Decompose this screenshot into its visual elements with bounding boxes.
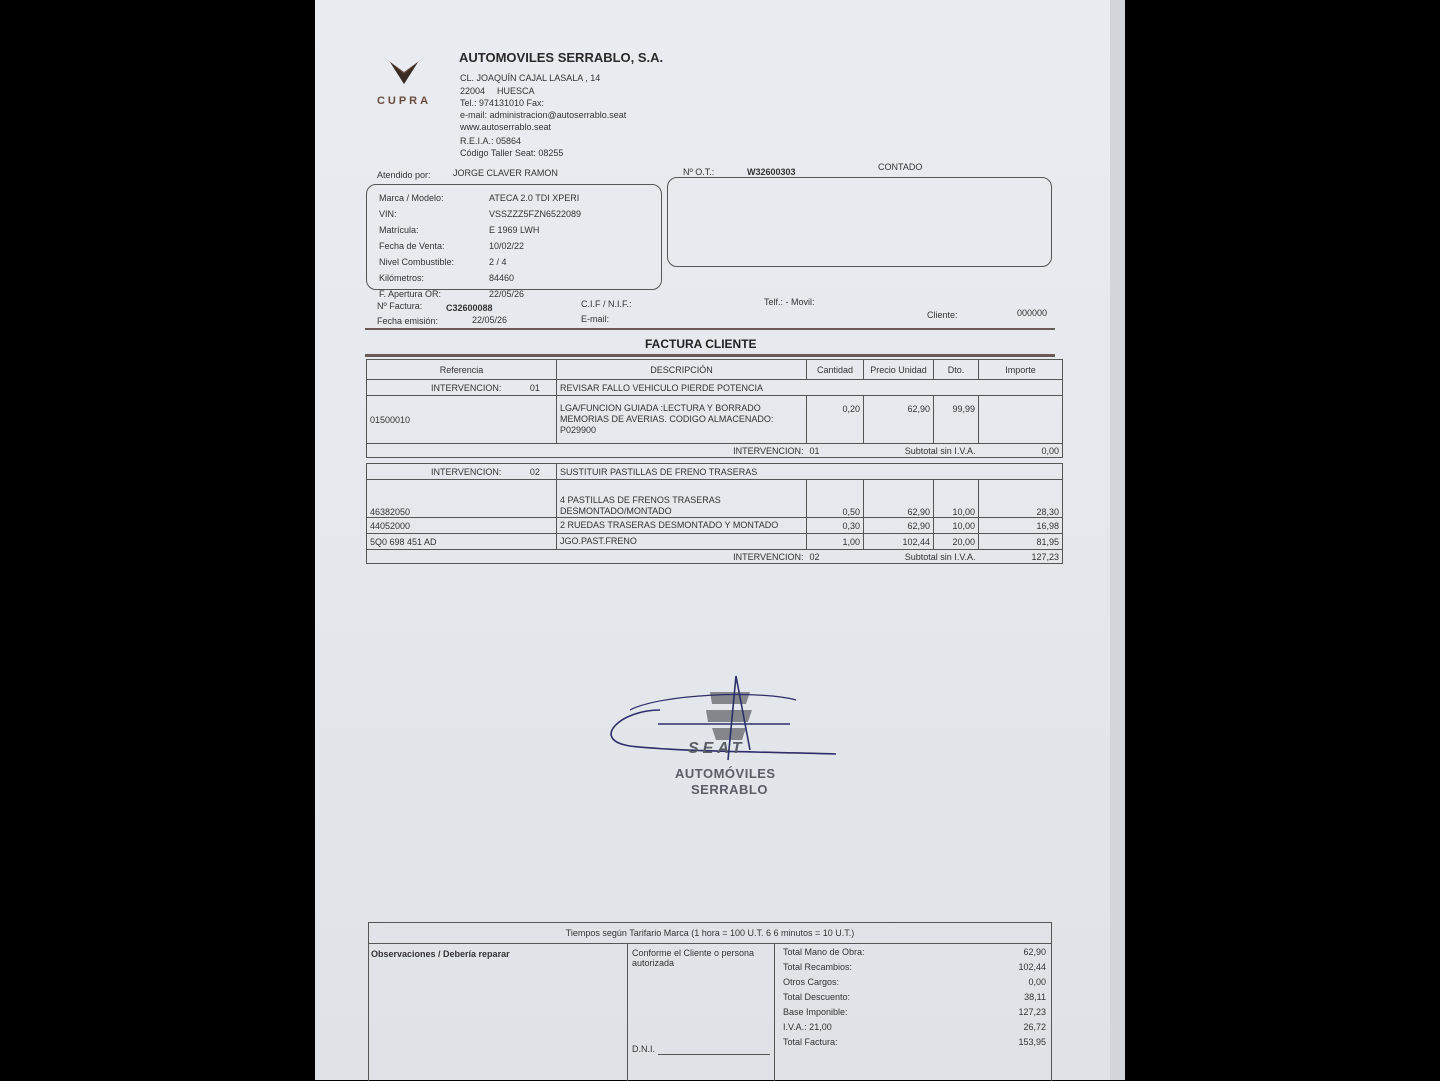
total-label: I.V.A.: 21,00	[783, 1021, 832, 1032]
vehicle-value: 10/02/22	[489, 241, 525, 251]
intervention-1-header	[367, 380, 1063, 396]
dni-line	[658, 1054, 770, 1055]
vehicle-label: Fecha de Venta:	[379, 241, 445, 251]
phone-label: Telf.: - Movil:	[764, 297, 815, 307]
title-rule	[365, 354, 1055, 357]
attended-label: Atendido por:	[377, 170, 431, 180]
line-qty: 0,30	[807, 518, 864, 534]
vehicle-label: VIN:	[379, 209, 397, 219]
total-row	[781, 944, 1047, 959]
header-descripcion: DESCRIPCIÓN	[557, 360, 807, 380]
line-desc: 2 RUEDAS TRASERAS DESMONTADO Y MONTADO	[557, 518, 807, 534]
observaciones-label: Observaciones / Debería reparar	[371, 949, 510, 959]
paper-edge	[1110, 0, 1125, 1080]
payment-type: CONTADO	[878, 162, 923, 172]
total-value: 0,00	[1028, 976, 1046, 987]
cupra-logo-text: CUPRA	[376, 95, 432, 107]
company-email: e-mail: administracion@autoserrablo.seat	[460, 110, 627, 120]
header-cantidad: Cantidad	[807, 360, 864, 380]
vehicle-label: Matrícula:	[379, 225, 419, 235]
dni-label: D.N.I.	[632, 1044, 656, 1054]
line-ref: 5Q0 698 451 AD	[367, 534, 557, 550]
cupra-logo	[368, 52, 440, 107]
line-qty: 0,50	[807, 480, 864, 518]
items-grid	[366, 359, 1063, 564]
line-dto: 10,00	[934, 480, 979, 518]
invoice-number: C32600088	[446, 303, 493, 313]
intervention-2-footer-label-text: INTERVENCION:	[733, 551, 804, 562]
intervention-1-footer-label-text: INTERVENCION:	[733, 445, 804, 456]
vehicle-row	[378, 286, 582, 302]
line-ref: 44052000	[367, 518, 557, 534]
line-amount: 81,95	[979, 534, 1063, 550]
table-row	[367, 480, 1063, 518]
line-desc: JGO.PAST.FRENO	[557, 534, 807, 550]
line-ref: 46382050	[367, 480, 557, 518]
stamp-line-1: AUTOMÓVILES	[675, 766, 776, 781]
intervention-1-label	[367, 380, 557, 396]
totals-section	[781, 944, 1047, 1049]
line-dto: 20,00	[934, 534, 979, 550]
total-row	[781, 1019, 1047, 1034]
vehicle-table	[378, 190, 582, 302]
vehicle-row	[378, 222, 582, 238]
vehicle-value: E 1969 LWH	[489, 225, 540, 235]
intervention-2-desc: SUSTITUIR PASTILLAS DE FRENO TRASERAS	[557, 464, 1063, 480]
invoice-number-label: Nº Factura:	[377, 301, 423, 311]
line-qty: 0,20	[807, 396, 864, 444]
items-table	[366, 359, 1062, 564]
stamp-line-2: SERRABLO	[691, 782, 768, 797]
table-row	[367, 518, 1063, 534]
intervention-1-subtotal-label: Subtotal sin I.V.A.	[864, 444, 979, 458]
intervention-2-footer-num: 02	[807, 550, 864, 564]
order-label: Nº O.T.:	[683, 167, 715, 177]
table-row	[367, 396, 1063, 444]
line-qty: 1,00	[807, 534, 864, 550]
intervention-1-footer-label	[367, 444, 807, 458]
table-header-row	[367, 360, 1063, 380]
header-referencia: Referencia	[367, 360, 557, 380]
client-number: 000000	[1017, 308, 1048, 318]
total-value: 102,44	[1018, 961, 1046, 972]
total-label: Total Mano de Obra:	[783, 946, 865, 957]
vehicle-row	[378, 190, 582, 206]
header-precio: Precio Unidad	[864, 360, 934, 380]
invoice-title: FACTURA CLIENTE	[645, 337, 757, 351]
conforme-section	[628, 944, 775, 1081]
line-price: 62,90	[864, 518, 934, 534]
vehicle-value: 22/05/26	[489, 289, 525, 299]
vehicle-row	[378, 206, 582, 222]
company-phone: Tel.: 974131010 Fax:	[460, 98, 545, 108]
vehicle-row	[378, 238, 582, 254]
total-row	[781, 959, 1047, 974]
total-row	[781, 989, 1047, 1004]
intervention-1-footer-num: 01	[807, 444, 864, 458]
footer-box	[368, 922, 1052, 1081]
intervention-2-lines	[367, 480, 1063, 550]
top-rule	[365, 328, 1055, 330]
intervention-2-subtotal-row	[367, 550, 1063, 564]
line-price: 62,90	[864, 480, 934, 518]
vehicle-label: Kilómetros:	[379, 273, 425, 283]
vehicle-value: VSSZZZ5FZN6522089	[489, 209, 582, 219]
intervention-1-label-text: INTERVENCION:	[431, 382, 502, 393]
intervention-2-label	[367, 464, 557, 480]
line-amount: 16,98	[979, 518, 1063, 534]
vehicle-value: 84460	[489, 273, 515, 283]
total-label: Total Recambios:	[783, 961, 853, 972]
line-amount: 28,30	[979, 480, 1063, 518]
table-row	[367, 534, 1063, 550]
line-dto: 10,00	[934, 518, 979, 534]
stamp-brand: SEAT	[688, 740, 746, 757]
total-value: 127,23	[1018, 1006, 1046, 1017]
header-dto: Dto.	[934, 360, 979, 380]
vehicle-row	[378, 270, 582, 286]
company-taller: Código Taller Seat: 08255	[460, 148, 564, 158]
total-label: Base Imponible:	[783, 1006, 848, 1017]
company-name: AUTOMOVILES SERRABLO, S.A.	[459, 50, 664, 65]
total-label: Total Descuento:	[783, 991, 851, 1002]
line-amount	[979, 396, 1063, 444]
vehicle-label: Nivel Combustible:	[379, 257, 455, 267]
intervention-2-num: 02	[529, 466, 540, 477]
total-value: 62,90	[1023, 946, 1046, 957]
header-importe: Importe	[979, 360, 1063, 380]
email-label: E-mail:	[581, 314, 610, 324]
client-box	[667, 177, 1052, 267]
company-postal: 22004	[460, 86, 486, 96]
total-value: 153,95	[1018, 1036, 1046, 1047]
vehicle-label: F. Apertura OR:	[379, 289, 442, 299]
vehicle-value: ATECA 2.0 TDI XPERI	[489, 193, 580, 203]
intervention-2-subtotal: 127,23	[979, 550, 1063, 564]
line-ref: 01500010	[367, 396, 557, 444]
vehicle-info	[378, 190, 582, 302]
vehicle-label: Marca / Modelo:	[379, 193, 444, 203]
tarifa-bar: Tiempos según Tarifario Marca (1 hora = 100 U.T. 6 6 minutos = 10 U.T.)	[369, 923, 1051, 944]
total-value: 38,11	[1024, 991, 1046, 1002]
line-desc: 4 PASTILLAS DE FRENOS TRASERAS DESMONTADO/MONTADO	[557, 480, 807, 518]
observaciones-section	[369, 944, 628, 1081]
vehicle-value: 2 / 4	[489, 257, 507, 267]
company-stamp	[600, 670, 840, 810]
intervention-1-subtotal: 0,00	[979, 444, 1063, 458]
total-value: 26,72	[1023, 1021, 1046, 1032]
intervention-2-footer-label	[367, 550, 807, 564]
line-price: 62,90	[864, 396, 934, 444]
intervention-2-header	[367, 464, 1063, 480]
vehicle-row	[378, 254, 582, 270]
total-row	[781, 1034, 1047, 1049]
company-address: CL. JOAQUÍN CAJAL LASALA , 14	[460, 73, 601, 83]
attended-value: JORGE CLAVER RAMON	[453, 168, 558, 178]
line-dto: 99,99	[934, 396, 979, 444]
company-city: HUESCA	[497, 86, 535, 96]
cif-label: C.I.F / N.I.F.:	[581, 299, 632, 309]
company-web: www.autoserrablo.seat	[460, 122, 552, 132]
company-reia: R.E.I.A.: 05864	[460, 136, 522, 146]
invoice-date-label: Fecha emisión:	[377, 316, 439, 326]
intervention-1-desc: REVISAR FALLO VEHICULO PIERDE POTENCIA	[557, 380, 1063, 396]
total-row	[781, 1004, 1047, 1019]
totals-table	[781, 944, 1047, 1049]
intervention-2-subtotal-label: Subtotal sin I.V.A.	[864, 550, 979, 564]
order-number: W32600303	[747, 167, 796, 177]
total-label: Total Factura:	[783, 1036, 838, 1047]
cupra-logo-icon	[368, 52, 440, 88]
intervention-2-label-text: INTERVENCION:	[431, 466, 502, 477]
intervention-1-num: 01	[529, 382, 540, 393]
total-label: Otros Cargos:	[783, 976, 840, 987]
intervention-1-subtotal-row	[367, 444, 1063, 458]
line-desc: LGA/FUNCION GUIADA :LECTURA Y BORRADO MEMORIAS DE AVERIAS. CODIGO ALMACENADO: P029900	[557, 396, 807, 444]
invoice-date: 22/05/26	[472, 315, 508, 325]
conforme-label: Conforme el Cliente o persona autorizada	[632, 948, 755, 968]
line-price: 102,44	[864, 534, 934, 550]
total-row	[781, 974, 1047, 989]
client-label: Cliente:	[927, 310, 958, 320]
